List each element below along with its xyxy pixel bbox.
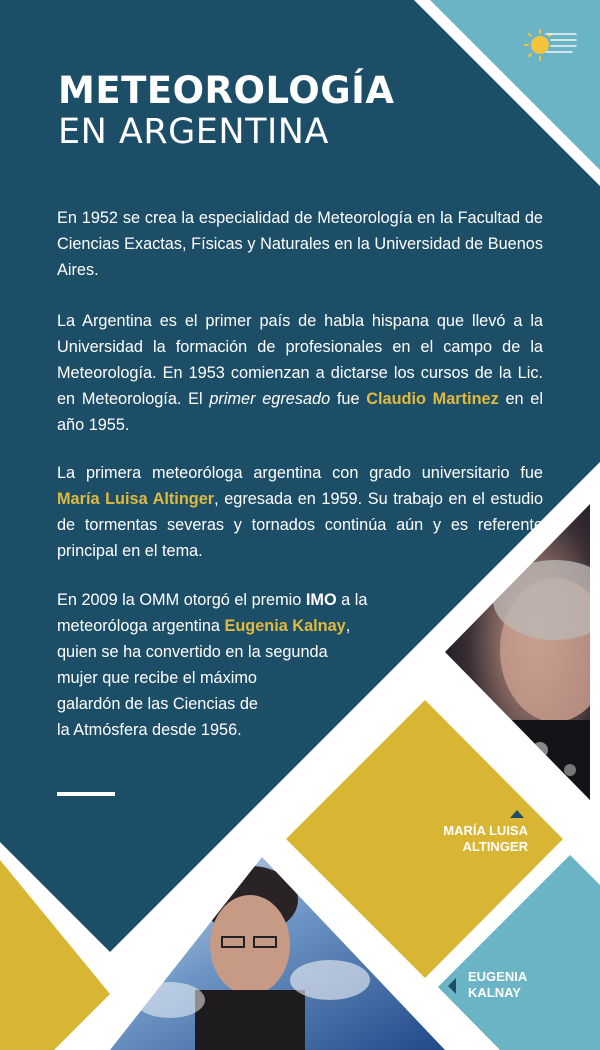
paragraph-founding — [57, 205, 543, 283]
p3-text-a: La primera meteoróloga argentina con grado universitario fue — [57, 464, 543, 482]
p4-text-d: , — [345, 617, 351, 635]
p4-line-5: galardón de las Ciencias de — [57, 695, 258, 713]
title-line-2: EN ARGENTINA — [58, 112, 329, 152]
award-imo: IMO — [305, 591, 337, 609]
p4-text-a: En 2009 la OMM otorgó el premio — [57, 591, 306, 609]
page-title — [58, 69, 395, 152]
p2-text-c: en el año 1955. — [57, 390, 543, 434]
caret-left-icon — [448, 978, 456, 994]
caption-altinger — [418, 823, 528, 855]
caption-altinger-line-2: ALTINGER — [462, 839, 528, 854]
p4-text-b: a la — [336, 591, 368, 609]
title-line-1: METEOROLOGÍA — [58, 69, 395, 112]
caption-altinger-line-1: MARÍA LUISA — [443, 823, 528, 838]
divider-rule — [57, 792, 115, 796]
name-eugenia-kalnay: Eugenia Kalnay — [224, 617, 346, 635]
name-maria-luisa-altinger: María Luisa Altinger — [57, 490, 215, 508]
paragraph-founding-text: En 1952 se crea la especialidad de Meteorología en la Facultad de Ciencias Exactas, Físicas y Naturales en la Universidad de Buenos Aires. — [57, 209, 543, 279]
caption-kalnay-line-2: KALNAY — [468, 985, 521, 1000]
p4-line-4: mujer que recibe el máximo — [57, 669, 257, 687]
p2-text-b: fue — [330, 390, 367, 408]
p3-text-b: , egresada en 1959. Su trabajo en el estudio de tormentas severas y tornados continúa aún y es referente principal en el tema. — [57, 490, 543, 560]
p2-italic: primer egresado — [209, 390, 331, 408]
caption-kalnay — [468, 969, 578, 1001]
paragraph-altinger — [57, 460, 543, 564]
p2-text-a: La Argentina es el primer país de habla hispana que llevó a la Universidad la formación de profesionales en el campo de la Meteorología. En 1953 comienzan a dictarse los cursos de la Lic. en Meteorología. El — [57, 312, 543, 408]
p4-line-6: la Atmósfera desde 1956. — [57, 721, 242, 739]
p4-text-c: meteoróloga argentina — [57, 617, 225, 635]
caret-up-icon — [510, 810, 524, 818]
name-claudio-martinez: Claudio Martinez — [366, 390, 499, 408]
caption-kalnay-line-1: EUGENIA — [468, 969, 528, 984]
paragraph-kalnay — [57, 587, 367, 743]
paragraph-first-graduate — [57, 308, 543, 438]
p4-line-3: quien se ha convertido en la segunda — [57, 643, 328, 661]
